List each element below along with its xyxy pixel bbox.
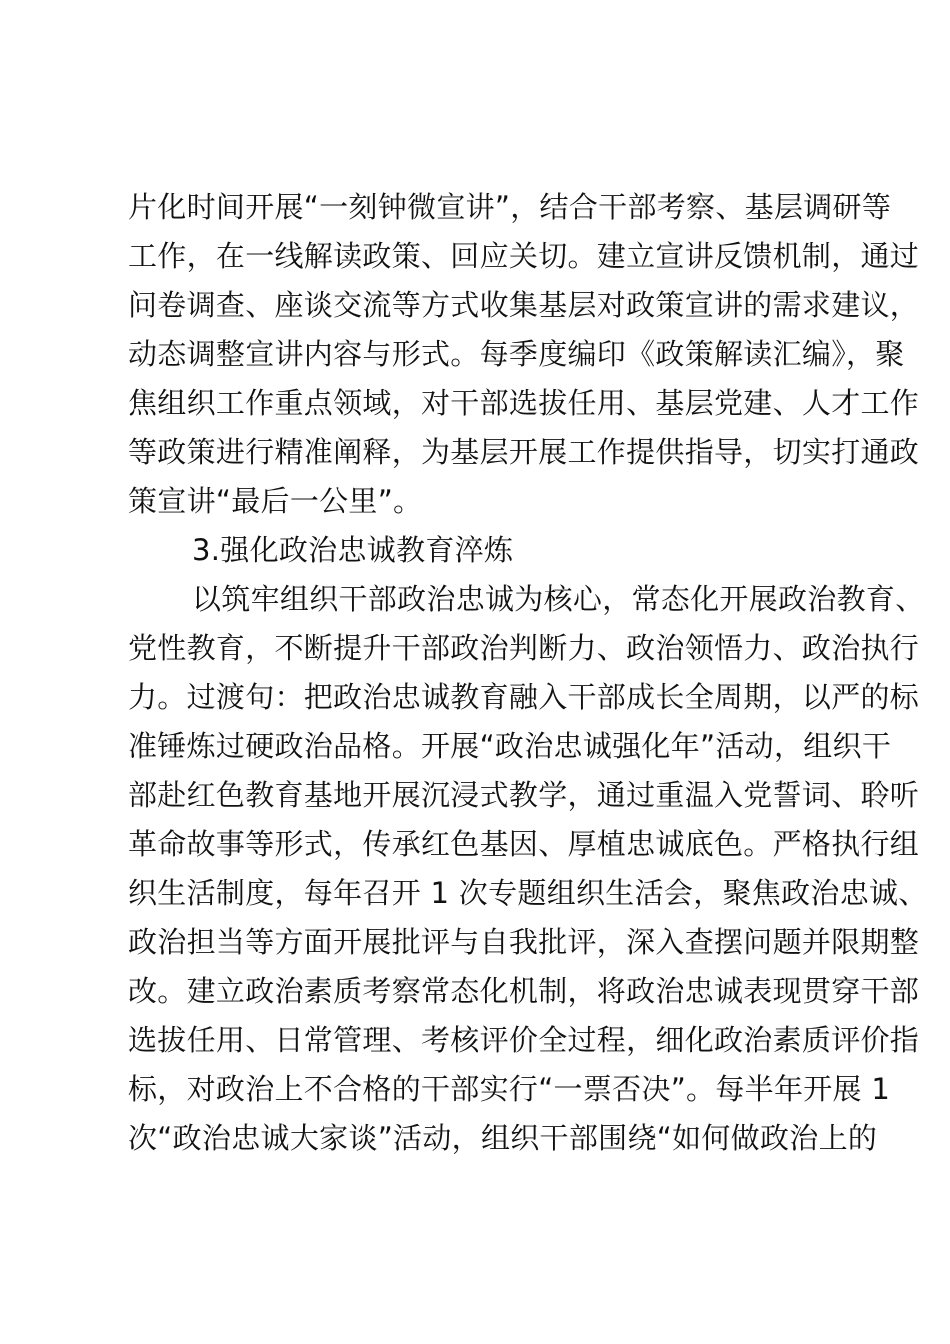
document-page bbox=[128, 183, 928, 1163]
text-line: 动态调整宣讲内容与形式。每季度编印《政策解读汇编》，聚 bbox=[128, 337, 905, 371]
section-heading: 3.强化政治忠诚教育淬炼 bbox=[192, 533, 514, 567]
text-line: 力。过渡句：把政治忠诚教育融入干部成长全周期，以严的标 bbox=[128, 680, 920, 714]
text-line: 准锤炼过硬政治品格。开展“政治忠诚强化年”活动，组织干 bbox=[128, 729, 892, 763]
paragraph-political-loyalty bbox=[128, 575, 928, 1163]
text-line: 改。建立政治素质考察常态化机制，将政治忠诚表现贯穿干部 bbox=[128, 974, 920, 1008]
text-line: 策宣讲“最后一公里”。 bbox=[128, 484, 423, 518]
text-line: 革命故事等形式，传承红色基因、厚植忠诚底色。严格执行组 bbox=[128, 827, 920, 861]
text-line: 以筑牢组织干部政治忠诚为核心，常态化开展政治教育、 bbox=[192, 582, 925, 616]
text-line: 政治担当等方面开展批评与自我批评，深入查摆问题并限期整 bbox=[128, 925, 920, 959]
text-line: 问卷调查、座谈交流等方式收集基层对政策宣讲的需求建议， bbox=[128, 288, 920, 322]
text-line: 次“政治忠诚大家谈”活动，组织干部围绕“如何做政治上的 bbox=[128, 1121, 878, 1155]
text-line: 焦组织工作重点领域，对干部选拔任用、基层党建、人才工作 bbox=[128, 386, 920, 420]
paragraph-policy-outreach bbox=[128, 183, 920, 526]
text-line: 党性教育，不断提升干部政治判断力、政治领悟力、政治执行 bbox=[128, 631, 920, 665]
text-line: 工作，在一线解读政策、回应关切。建立宣讲反馈机制，通过 bbox=[128, 239, 920, 273]
text-line: 部赴红色教育基地开展沉浸式教学，通过重温入党誓词、聆听 bbox=[128, 778, 920, 812]
text-line: 等政策进行精准阐释，为基层开展工作提供指导，切实打通政 bbox=[128, 435, 920, 469]
text-line: 织生活制度，每年召开 1 次专题组织生活会，聚焦政治忠诚、 bbox=[128, 876, 928, 910]
text-line: 标，对政治上不合格的干部实行“一票否决”。每半年开展 1 bbox=[128, 1072, 891, 1106]
text-line: 选拔任用、日常管理、考核评价全过程，细化政治素质评价指 bbox=[128, 1023, 920, 1057]
text-line: 片化时间开展“一刻钟微宣讲”，结合干部考察、基层调研等 bbox=[128, 190, 892, 224]
